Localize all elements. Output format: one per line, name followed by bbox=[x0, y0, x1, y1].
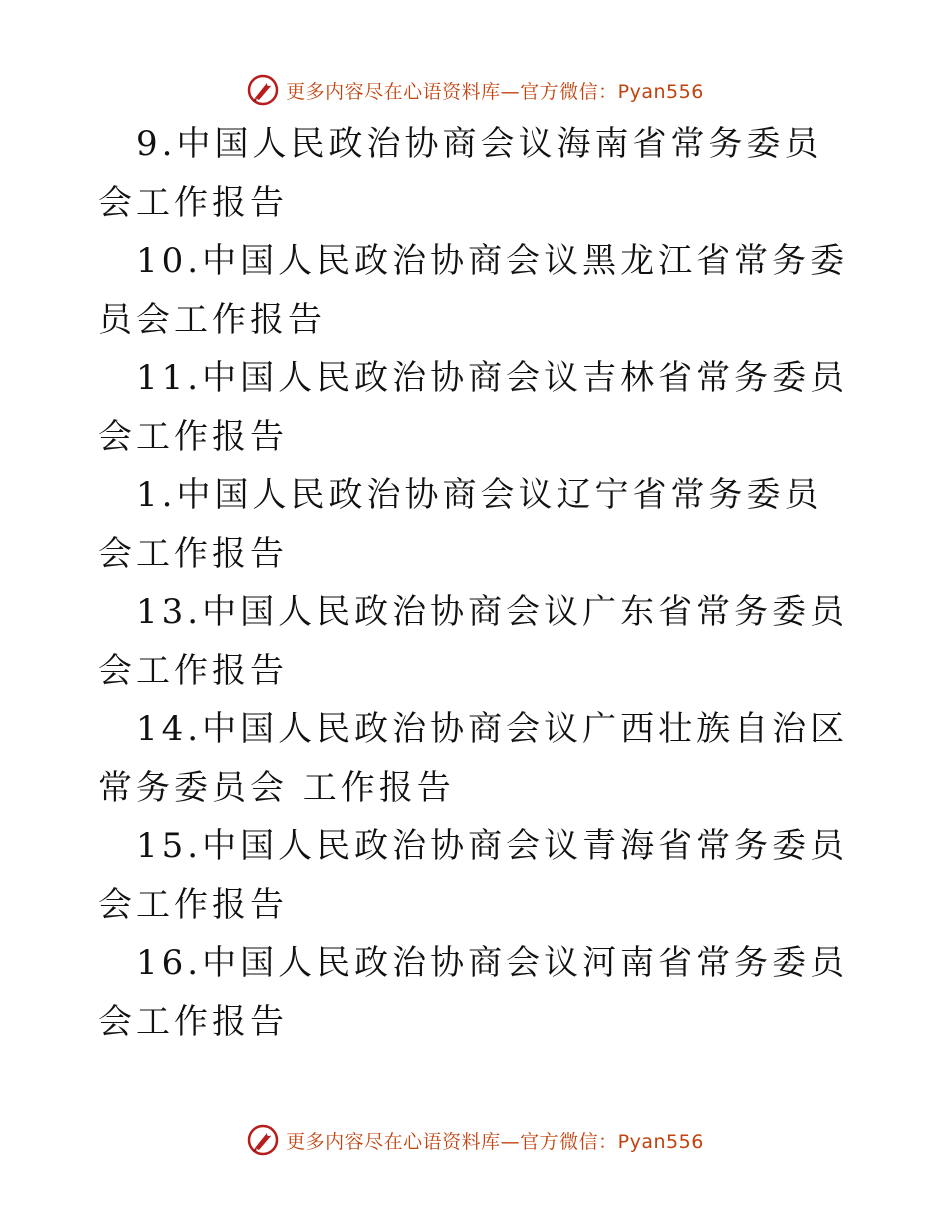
list-item: 15.中国人民政治协商会议青海省常务委员会工作报告 bbox=[98, 826, 849, 925]
document-body bbox=[98, 115, 858, 1051]
pen-logo-icon bbox=[246, 1123, 280, 1157]
pen-logo-icon bbox=[246, 73, 280, 107]
list-item: 16.中国人民政治协商会议河南省常务委员会工作报告 bbox=[98, 943, 849, 1042]
list-item: 11.中国人民政治协商会议吉林省常务委员会工作报告 bbox=[98, 358, 849, 457]
list-item: 10.中国人民政治协商会议黑龙江省常务委员会工作报告 bbox=[98, 241, 849, 340]
list-item: 13.中国人民政治协商会议广东省常务委员会工作报告 bbox=[98, 592, 849, 691]
watermark-text: 更多内容尽在心语资料库—官方微信：Pyan556 bbox=[286, 1130, 704, 1153]
watermark-text: 更多内容尽在心语资料库—官方微信：Pyan556 bbox=[286, 80, 704, 103]
list-item: 14.中国人民政治协商会议广西壮族自治区常务委员会 工作报告 bbox=[98, 709, 849, 808]
header-watermark bbox=[0, 70, 950, 110]
list-item: 1.中国人民政治协商会议辽宁省常务委员会工作报告 bbox=[98, 475, 823, 574]
list-item: 9.中国人民政治协商会议海南省常务委员会工作报告 bbox=[98, 124, 823, 223]
footer-watermark bbox=[0, 1120, 950, 1160]
